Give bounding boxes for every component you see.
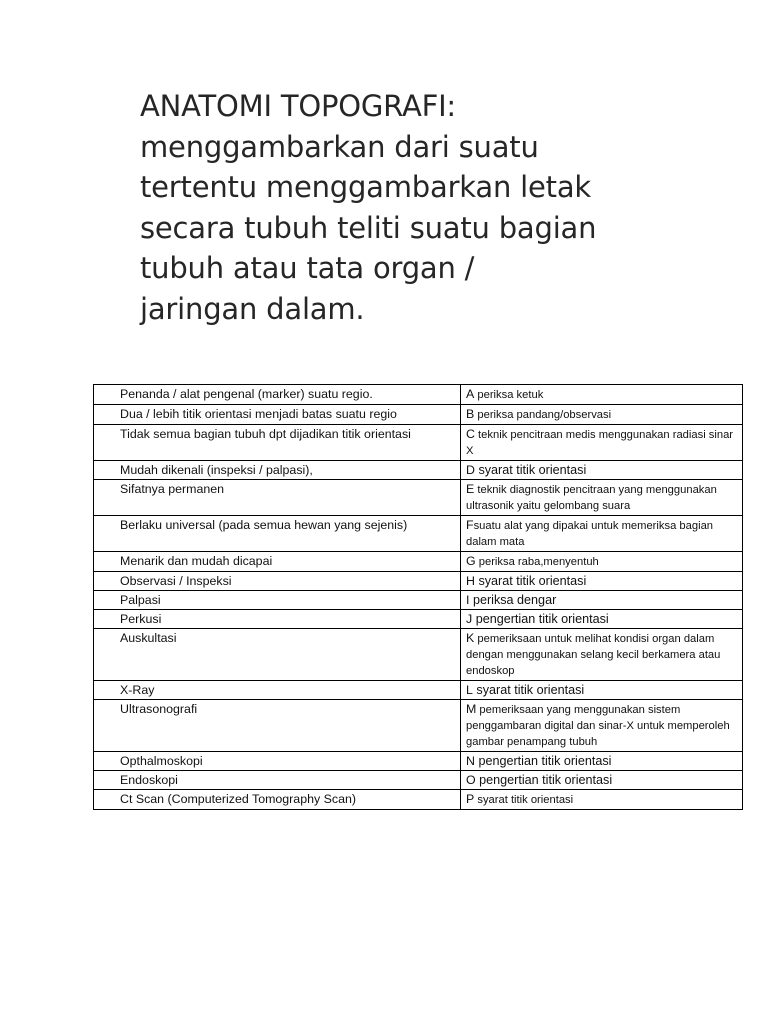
table-row — [94, 480, 743, 516]
option-letter: I — [466, 593, 470, 607]
definition-cell — [461, 700, 743, 752]
definition-cell — [461, 790, 743, 810]
heading-line: ANATOMI TOPOGRAFI: — [140, 89, 456, 123]
term-cell: Observasi / Inspeksi — [94, 572, 461, 591]
table-row — [94, 461, 743, 480]
option-letter: M — [466, 702, 477, 716]
term-cell: Penanda / alat pengenal (marker) suatu regio. — [94, 385, 461, 405]
definition-text: syarat titik orientasi — [474, 794, 574, 806]
term-cell: Sifatnya permanen — [94, 480, 461, 516]
definition-cell — [461, 610, 743, 629]
definition-cell — [461, 681, 743, 700]
term-cell: X-Ray — [94, 681, 461, 700]
term-cell: Endoskopi — [94, 771, 461, 790]
option-letter: K — [466, 631, 475, 645]
table-row — [94, 425, 743, 461]
definition-cell — [461, 572, 743, 591]
definition-text: pengertian titik orientasi — [474, 754, 612, 768]
definition-cell — [461, 771, 743, 790]
option-letter: N — [466, 754, 475, 768]
term-cell: Ultrasonografi — [94, 700, 461, 752]
option-letter: O — [466, 773, 476, 787]
table-row — [94, 610, 743, 629]
table-row — [94, 385, 743, 405]
term-cell: Berlaku universal (pada semua hewan yang sejenis) — [94, 516, 461, 552]
heading-line: secara tubuh teliti suatu bagian — [140, 210, 597, 245]
heading-line: jaringan dalam. — [140, 291, 365, 326]
table-row — [94, 591, 743, 610]
option-letter: E — [466, 482, 475, 496]
term-cell: Auskultasi — [94, 629, 461, 681]
definition-text: suatu alat yang dipakai untuk memeriksa bagian dalam mata — [466, 520, 714, 548]
definition-cell — [461, 385, 743, 405]
table-row — [94, 552, 743, 572]
page-heading — [140, 86, 700, 329]
term-cell: Palpasi — [94, 591, 461, 610]
option-letter: F — [466, 518, 474, 532]
table-row — [94, 752, 743, 771]
term-cell: Opthalmoskopi — [94, 752, 461, 771]
definition-cell — [461, 405, 743, 425]
definition-cell — [461, 480, 743, 516]
definition-cell — [461, 591, 743, 610]
heading-line: menggambarkan dari suatu — [140, 129, 539, 164]
definition-cell — [461, 425, 743, 461]
table-row — [94, 629, 743, 681]
definition-cell — [461, 552, 743, 572]
heading-line: tertentu menggambarkan letak — [140, 170, 591, 204]
term-cell: Mudah dikenali (inspeksi / palpasi), — [94, 461, 461, 480]
heading-line: tubuh atau tata organ / — [140, 251, 475, 285]
table-row — [94, 771, 743, 790]
term-cell: Menarik dan mudah dicapai — [94, 552, 461, 572]
definition-text: pemeriksaan untuk melihat kondisi organ dalam dengan menggunakan selang kecil berkamera atau endoskop — [466, 633, 721, 677]
term-cell: Ct Scan (Computerized Tomography Scan) — [94, 790, 461, 810]
matching-table — [93, 384, 743, 810]
definition-text: syarat titik orientasi — [474, 574, 587, 588]
option-letter: H — [466, 574, 475, 588]
definition-cell — [461, 461, 743, 480]
definition-cell — [461, 752, 743, 771]
definition-text: periksa raba,menyentuh — [475, 556, 599, 568]
term-cell: Dua / lebih titik orientasi menjadi batas suatu regio — [94, 405, 461, 425]
definition-cell — [461, 629, 743, 681]
option-letter: C — [466, 427, 475, 441]
definition-text: pemeriksaan yang menggunakan sistem penggambaran digital dan sinar-X untuk memperoleh gambar penampang tubuh — [466, 704, 730, 748]
term-cell: Tidak semua bagian tubuh dpt dijadikan titik orientasi — [94, 425, 461, 461]
option-letter: D — [466, 463, 475, 477]
table-row — [94, 405, 743, 425]
table-row — [94, 790, 743, 810]
option-letter: G — [466, 554, 476, 568]
option-letter: A — [466, 387, 475, 401]
definition-text: periksa dengar — [469, 593, 557, 607]
option-letter: P — [466, 792, 475, 806]
table-row — [94, 572, 743, 591]
definition-cell — [461, 516, 743, 552]
option-letter: J — [466, 612, 473, 626]
definition-text: periksa ketuk — [474, 389, 544, 401]
option-letter: B — [466, 407, 475, 421]
definition-text: pengertian titik orientasi — [475, 773, 613, 787]
definition-text: syarat titik orientasi — [472, 683, 585, 697]
term-cell: Perkusi — [94, 610, 461, 629]
definition-text: syarat titik orientasi — [474, 463, 587, 477]
definition-text: teknik pencitraan medis menggunakan radiasi sinar X — [466, 429, 734, 457]
definition-text: teknik diagnostik pencitraan yang menggunakan ultrasonik yaitu gelombang suara — [466, 484, 717, 512]
definition-text: pengertian titik orientasi — [472, 612, 609, 626]
table-row — [94, 516, 743, 552]
option-letter: L — [466, 683, 473, 697]
table-row — [94, 681, 743, 700]
definition-text: periksa pandang/observasi — [474, 409, 612, 421]
table-row — [94, 700, 743, 752]
